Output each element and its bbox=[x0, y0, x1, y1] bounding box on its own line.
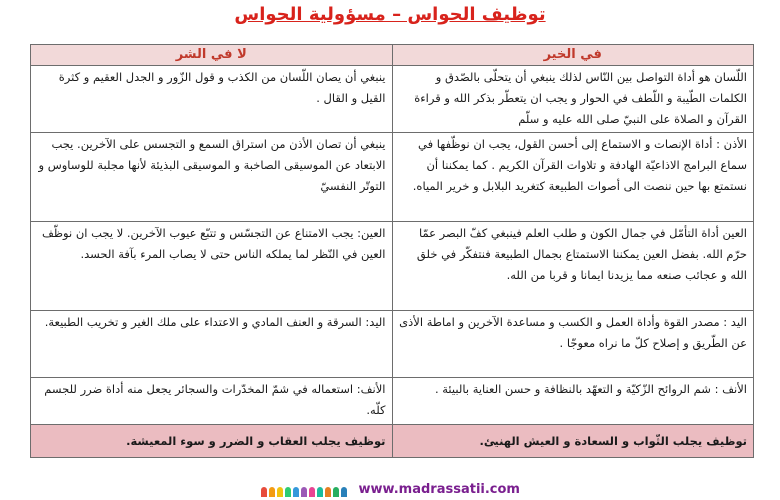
logo-dot bbox=[341, 487, 347, 497]
logo-dot bbox=[317, 487, 323, 497]
footer bbox=[0, 482, 780, 497]
logo-dot bbox=[261, 487, 267, 497]
logo-dot bbox=[301, 487, 307, 497]
logo-dots-icon bbox=[260, 482, 348, 497]
header-good: في الخير bbox=[392, 45, 754, 66]
cell-evil: العين: يجب الامتناع عن التجسّس و تتبّع عيوب الآخرين. لا يجب ان نوظّف العين في النّظر لما يملكه الناس حتى لا يصاب المرء بآفة الحسد. bbox=[31, 222, 393, 311]
logo-dot bbox=[293, 487, 299, 497]
table-row bbox=[31, 133, 754, 222]
table-header-row bbox=[31, 45, 754, 66]
summary-evil: توظيف يجلب العقاب و الضرر و سوء المعيشة. bbox=[31, 425, 393, 458]
logo-dot bbox=[277, 487, 283, 497]
logo-dot bbox=[309, 487, 315, 497]
cell-evil: اليد: السرقة و العنف المادي و الاعتداء على ملك الغير و تخريب الطبيعة. bbox=[31, 311, 393, 378]
logo-dot bbox=[333, 487, 339, 497]
table-row bbox=[31, 222, 754, 311]
footer-url[interactable]: www.madrassatii.com bbox=[358, 482, 520, 497]
cell-good: الأذن : أداة الإنصات و الاستماع إلى أحسن القول، يجب ان نوظّفها في سماع البرامج الاذاعيّة الهادفة و تلاوات القرآن الكريم . كما يمكننا أن نستمتع بها حين ننصت الى أصوات الطبيعة كتغريد البلابل و خرير المياه. bbox=[392, 133, 754, 222]
logo-dot bbox=[269, 487, 275, 497]
cell-good: العين أداة التأمّل في جمال الكون و طلب العلم فينبغي كفّ البصر عمّا حرّم الله. بفضل العين يمكننا الاستمتاع بجمال الطبيعة فنتفكّر في خلق الله و عجائب صنعه مما يزيدنا ايمانا و قربا من الله. bbox=[392, 222, 754, 311]
table-row bbox=[31, 378, 754, 425]
summary-good: توظيف يجلب الثّواب و السعادة و العيش الهنيئ. bbox=[392, 425, 754, 458]
table-row bbox=[31, 311, 754, 378]
cell-evil: الأنف: استعماله في شمّ المخدّرات والسجائر يجعل منه أداة ضرر للجسم كلّه. bbox=[31, 378, 393, 425]
cell-evil: ينبغي أن تصان الأذن من استراق السمع و التجسس على الآخرين. يجب الابتعاد عن الموسيقى الصاخبة و الموسيقى البذيئة لأنها مجلبة للوساوس و التوتّر النفسيّ bbox=[31, 133, 393, 222]
cell-evil: ينبغي أن يصان اللّسان من الكذب و قول الزّور و الجدل العقيم و كثرة القيل و القال . bbox=[31, 66, 393, 133]
table-row bbox=[31, 66, 754, 133]
cell-good: اللّسان هو أداة التواصل بين النّاس لذلك ينبغي أن يتحلّى بالصّدق و الكلمات الطّيبة و اللّطف في الحوار و يجب ان يتعطّر بذكر الله و قراءة القرآن و الصلاة على النبيّ صلى الله عليه و سلّم bbox=[392, 66, 754, 133]
page-title: توظيف الحواس – مسؤولية الحواس bbox=[234, 4, 546, 25]
logo-dot bbox=[285, 487, 291, 497]
senses-table bbox=[30, 44, 754, 458]
header-evil: لا في الشر bbox=[31, 45, 393, 66]
cell-good: الأنف : شم الروائح الزّكيّة و التعهّد بالنظافة و حسن العناية بالبيئة . bbox=[392, 378, 754, 425]
cell-good: اليد : مصدر القوة وأداة العمل و الكسب و مساعدة الآخرين و اماطة الأذى عن الطّريق و إصلاح كلّ ما نراه معوجّا . bbox=[392, 311, 754, 378]
summary-row bbox=[31, 425, 754, 458]
logo-dot bbox=[325, 487, 331, 497]
